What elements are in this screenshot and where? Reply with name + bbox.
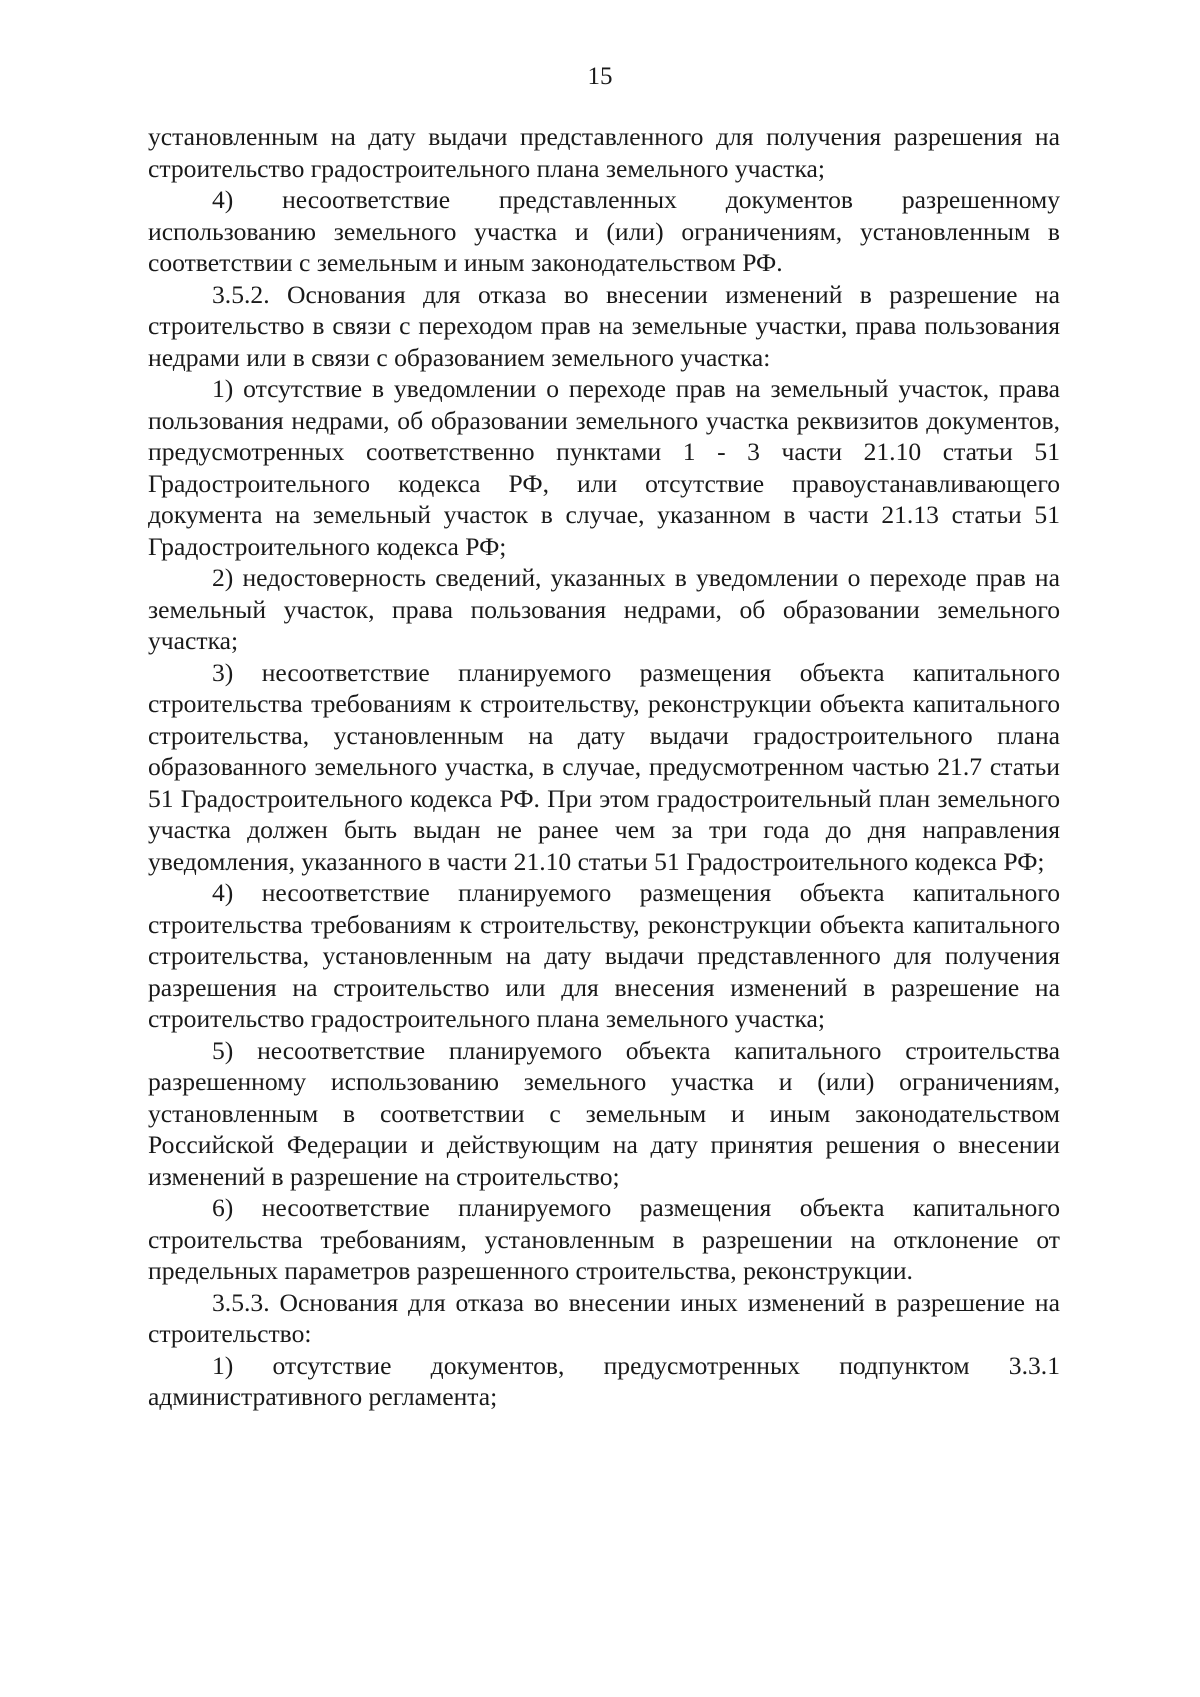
paragraph-item-3: 3) несоответствие планируемого размещения объекта капитального строительства требованиям к строительству, реконструкции объекта капитального строительства, установленным на дату выдачи градостроительного плана образованного земельного участка, в случае, предусмотренном частью 21.7 статьи 51 Градостроительного кодекса РФ. При этом градостроительный план земельного участка должен быть выдан не ранее чем за три года до дня направления уведомления, указанного в части 21.10 статьи 51 Градостроительного кодекса РФ;	[148, 657, 1060, 876]
paragraph-section-3-5-3: 3.5.3. Основания для отказа во внесении иных изменений в разрешение на строительство:	[148, 1287, 1060, 1348]
paragraph-section-3-5-2: 3.5.2. Основания для отказа во внесении изменений в разрешение на строительство в связи с переходом прав на земельные участки, права пользования недрами или в связи с образованием земельного участка:	[148, 279, 1060, 372]
paragraph-item-1: 1) отсутствие в уведомлении о переходе прав на земельный участок, права пользования недрами, об образовании земельного участка реквизитов документов, предусмотренных соответственно пунктами 1 - 3 части 21.10 статьи 51 Градостроительного кодекса РФ, или отсутствие правоустанавливающего документа на земельный участок в случае, указанном в части 21.13 статьи 51 Градостроительного кодекса РФ;	[148, 374, 1060, 561]
paragraph-item-4b: 4) несоответствие планируемого размещения объекта капитального строительства требованиям к строительству, реконструкции объекта капитального строительства, установленным на дату выдачи представленного для получения разрешения на строительство или для внесения изменений в разрешение на строительство градостроительного плана земельного участка;	[148, 878, 1060, 1033]
paragraph-item-1b: 1) отсутствие документов, предусмотренных подпунктом 3.3.1 административного регламента;	[148, 1350, 1060, 1411]
paragraph-item-4: 4) несоответствие представленных документов разрешенному использованию земельного участка и (или) ограничениям, установленным в соответствии с земельным и иным законодательством РФ.	[148, 185, 1060, 277]
paragraph-continuation: установленным на дату выдачи представленного для получения разрешения на строительство градостроительного плана земельного участка;	[148, 122, 1060, 183]
page-number: 15	[587, 63, 613, 90]
paragraph-item-6: 6) несоответствие планируемого размещения объекта капитального строительства требованиям, установленным в разрешении на отклонение от предельных параметров разрешенного строительства, реконструкции.	[148, 1193, 1060, 1285]
paragraph-item-2: 2) недостоверность сведений, указанных в уведомлении о переходе прав на земельный участок, права пользования недрами, об образовании земельного участка;	[148, 563, 1060, 655]
paragraph-item-5: 5) несоответствие планируемого объекта капитального строительства разрешенному использованию земельного участка и (или) ограничениям, установленным в соответствии с земельным и иным законодательством Российской Федерации и действующим на дату принятия решения о внесении изменений в разрешение на строительство;	[148, 1035, 1060, 1191]
document-body	[148, 121, 1060, 1413]
